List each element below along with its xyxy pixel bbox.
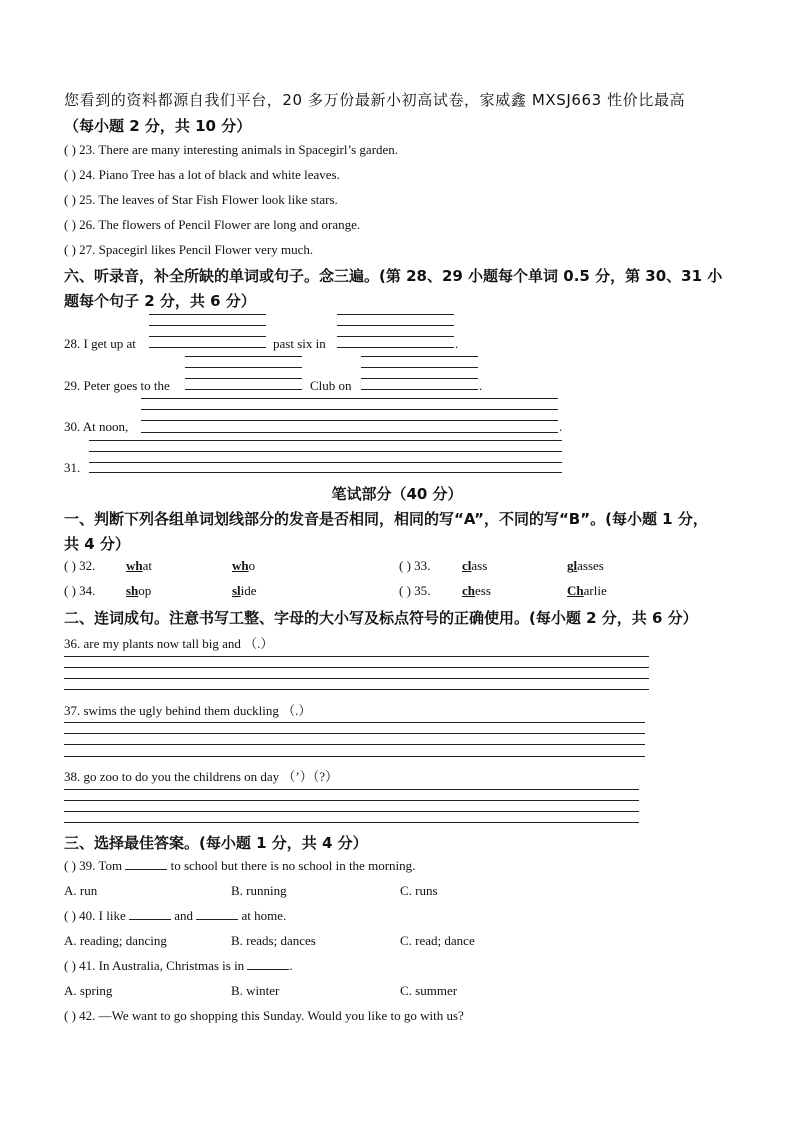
question-33-label: ( ) 33. bbox=[399, 558, 431, 573]
answer-blank bbox=[129, 919, 171, 920]
question-29-middle: Club on bbox=[310, 378, 352, 393]
question-32-word1: what bbox=[126, 558, 153, 573]
question-38: 38. go zoo to do you the childrens on day （’）（?） bbox=[64, 769, 339, 784]
written-section2-title: 二、连词成句。注意书写工整、字母的大小写及标点符号的正确使用。(每小题 2 分，共 6 分） bbox=[64, 609, 698, 627]
question-41: ( ) 41. In Australia, Christmas is in . bbox=[64, 958, 293, 973]
option-41-a: A. spring bbox=[64, 983, 113, 998]
question-28-middle: past six in bbox=[273, 336, 326, 351]
option-40-a: A. reading; dancing bbox=[64, 933, 167, 948]
option-39-b: B. running bbox=[231, 883, 287, 898]
question-34-word2: slide bbox=[232, 583, 257, 598]
written-section1-line1: 一、判断下列各组单词划线部分的发音是否相同，相同的写“A”，不同的写“B”。(每小题 1 分， bbox=[64, 510, 708, 528]
section5-note: （每小题 2 分，共 10 分） bbox=[64, 117, 252, 135]
question-42: ( ) 42. —We want to go shopping this Sunday. Would you like to go with us? bbox=[64, 1008, 464, 1023]
option-41-b: B. winter bbox=[231, 983, 280, 998]
written-section1-line2: 共 4 分） bbox=[64, 535, 130, 553]
question-24: ( ) 24. Piano Tree has a lot of black and white leaves. bbox=[64, 167, 340, 182]
question-33-word2: glasses bbox=[567, 558, 604, 573]
question-25: ( ) 25. The leaves of Star Fish Flower look like stars. bbox=[64, 192, 338, 207]
question-30: 30. At noon, bbox=[64, 419, 129, 434]
answer-blank bbox=[196, 919, 238, 920]
question-40: ( ) 40. I like and at home. bbox=[64, 908, 287, 923]
answer-blank bbox=[125, 869, 167, 870]
question-28-start: 28. I get up at bbox=[64, 336, 136, 351]
question-35-word1: chess bbox=[462, 583, 491, 598]
top-banner: 您看到的资料都源自我们平台，20 多万份最新小初高试卷，家威鑫 MXSJ663 性价比最高 bbox=[64, 91, 686, 109]
question-31: 31. bbox=[64, 460, 81, 475]
question-29-start: 29. Peter goes to the bbox=[64, 378, 170, 393]
section6-title-line1: 六、听录音，补全所缺的单词或句子。念三遍。(第 28、29 小题每个单词 0.5 分，第 30、31 小 bbox=[64, 267, 723, 285]
question-29-end: . bbox=[479, 378, 483, 393]
question-33-word1: class bbox=[462, 558, 488, 573]
question-39: ( ) 39. Tom to school but there is no school in the morning. bbox=[64, 858, 416, 873]
question-23: ( ) 23. There are many interesting animals in Spacegirl’s garden. bbox=[64, 142, 399, 157]
option-39-a: A. run bbox=[64, 883, 98, 898]
section6-title-line2: 题每个句子 2 分，共 6 分） bbox=[64, 292, 256, 310]
question-32-word2: who bbox=[232, 558, 256, 573]
question-37: 37. swims the ugly behind them duckling （.） bbox=[64, 703, 312, 718]
written-part-title: 笔试部分（40 分） bbox=[331, 485, 463, 503]
option-40-b: B. reads; dances bbox=[231, 933, 316, 948]
question-35-word2: Charlie bbox=[567, 583, 607, 598]
question-28-end: . bbox=[455, 336, 459, 351]
question-35-label: ( ) 35. bbox=[399, 583, 431, 598]
option-40-c: C. read; dance bbox=[400, 933, 475, 948]
question-36: 36. are my plants now tall big and （.） bbox=[64, 636, 274, 651]
question-30-end: . bbox=[559, 419, 563, 434]
option-39-c: C. runs bbox=[400, 883, 438, 898]
question-26: ( ) 26. The flowers of Pencil Flower are long and orange. bbox=[64, 217, 361, 232]
question-27: ( ) 27. Spacegirl likes Pencil Flower very much. bbox=[64, 242, 314, 257]
question-34-label: ( ) 34. bbox=[64, 583, 96, 598]
answer-blank bbox=[247, 969, 289, 970]
question-34-word1: shop bbox=[126, 583, 152, 598]
question-32-label: ( ) 32. bbox=[64, 558, 96, 573]
written-section3-title: 三、选择最佳答案。(每小题 1 分，共 4 分） bbox=[64, 834, 368, 852]
option-41-c: C. summer bbox=[400, 983, 458, 998]
